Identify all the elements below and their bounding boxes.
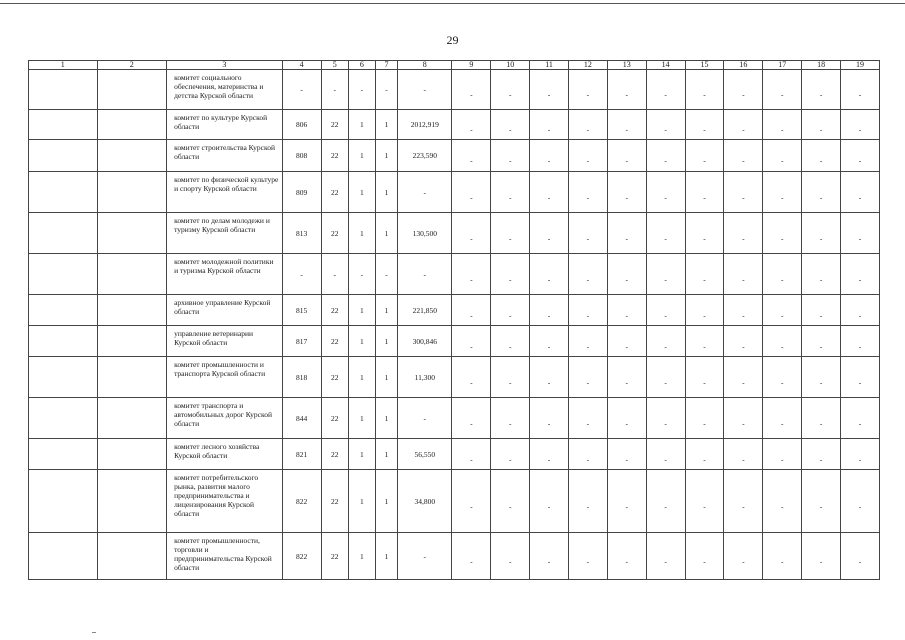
cell-col-12: - xyxy=(568,357,607,398)
cell-col-16: - xyxy=(724,398,763,439)
cell-col-19: - xyxy=(841,140,880,172)
column-header-3: 3 xyxy=(167,61,283,70)
cell-col-15: - xyxy=(685,533,724,580)
cell-amount: - xyxy=(398,398,452,439)
cell-col-10: - xyxy=(491,172,530,213)
cell-col-5: 22 xyxy=(321,110,349,140)
cell-col-17: - xyxy=(763,326,802,357)
cell-col-17: - xyxy=(763,140,802,172)
table-body xyxy=(29,70,880,580)
cell-col-17: - xyxy=(763,172,802,213)
cell-col-9: - xyxy=(452,439,491,470)
cell-col-10: - xyxy=(491,140,530,172)
cell-col-11: - xyxy=(530,110,569,140)
cell-col-1 xyxy=(29,70,98,110)
cell-col-16: - xyxy=(724,140,763,172)
cell-col-1 xyxy=(29,172,98,213)
cell-col-4: 844 xyxy=(282,398,321,439)
cell-amount: 223,590 xyxy=(398,140,452,172)
column-header-12: 12 xyxy=(568,61,607,70)
cell-col-4: - xyxy=(282,70,321,110)
cell-col-14: - xyxy=(646,357,685,398)
cell-col-15: - xyxy=(685,110,724,140)
cell-col-13: - xyxy=(607,326,646,357)
cell-col-17: - xyxy=(763,213,802,254)
cell-col-5: 22 xyxy=(321,172,349,213)
column-header-6: 6 xyxy=(349,61,376,70)
cell-col-15: - xyxy=(685,326,724,357)
cell-col-13: - xyxy=(607,140,646,172)
budget-table xyxy=(28,60,880,580)
cell-col-7: 1 xyxy=(375,110,398,140)
cell-col-14: - xyxy=(646,172,685,213)
table-row xyxy=(29,254,880,295)
cell-col-6: 1 xyxy=(349,533,376,580)
cell-col-14: - xyxy=(646,110,685,140)
column-header-15: 15 xyxy=(685,61,724,70)
cell-col-16: - xyxy=(724,70,763,110)
cell-col-14: - xyxy=(646,439,685,470)
cell-col-17: - xyxy=(763,533,802,580)
cell-col-19: - xyxy=(841,172,880,213)
cell-col-19: - xyxy=(841,439,880,470)
column-header-19: 19 xyxy=(841,61,880,70)
cell-col-19: - xyxy=(841,533,880,580)
cell-col-2 xyxy=(97,295,167,326)
cell-col-15: - xyxy=(685,439,724,470)
cell-col-9: - xyxy=(452,533,491,580)
column-header-9: 9 xyxy=(452,61,491,70)
cell-col-13: - xyxy=(607,398,646,439)
cell-col-19: - xyxy=(841,295,880,326)
cell-col-7: 1 xyxy=(375,439,398,470)
cell-col-7: 1 xyxy=(375,172,398,213)
cell-col-11: - xyxy=(530,533,569,580)
cell-organization-name: комитет потребительского рынка, развития малого предпринимательства и лицензирования Курской области xyxy=(167,470,283,533)
cell-col-6: - xyxy=(349,70,376,110)
page-number: 29 xyxy=(446,33,459,47)
cell-col-1 xyxy=(29,357,98,398)
cell-amount: 34,800 xyxy=(398,470,452,533)
table-row xyxy=(29,172,880,213)
cell-col-1 xyxy=(29,213,98,254)
cell-col-19: - xyxy=(841,213,880,254)
column-header-1: 1 xyxy=(29,61,98,70)
column-header-16: 16 xyxy=(724,61,763,70)
cell-col-7: 1 xyxy=(375,326,398,357)
cell-col-13: - xyxy=(607,470,646,533)
cell-col-14: - xyxy=(646,254,685,295)
cell-col-5: 22 xyxy=(321,470,349,533)
cell-col-14: - xyxy=(646,70,685,110)
column-header-10: 10 xyxy=(491,61,530,70)
cell-col-4: 821 xyxy=(282,439,321,470)
cell-col-17: - xyxy=(763,439,802,470)
cell-col-6: 1 xyxy=(349,110,376,140)
cell-col-11: - xyxy=(530,70,569,110)
cell-col-4: 809 xyxy=(282,172,321,213)
table-row xyxy=(29,439,880,470)
cell-col-16: - xyxy=(724,439,763,470)
cell-col-7: 1 xyxy=(375,140,398,172)
cell-col-10: - xyxy=(491,357,530,398)
table-row xyxy=(29,326,880,357)
cell-col-16: - xyxy=(724,470,763,533)
cell-col-11: - xyxy=(530,254,569,295)
cell-col-6: 1 xyxy=(349,326,376,357)
cell-col-17: - xyxy=(763,398,802,439)
cell-col-16: - xyxy=(724,326,763,357)
cell-col-12: - xyxy=(568,254,607,295)
cell-col-12: - xyxy=(568,70,607,110)
cell-col-18: - xyxy=(802,172,841,213)
column-header-4: 4 xyxy=(282,61,321,70)
cell-col-6: 1 xyxy=(349,439,376,470)
cell-amount: 130,500 xyxy=(398,213,452,254)
cell-col-4: 806 xyxy=(282,110,321,140)
cell-col-6: 1 xyxy=(349,172,376,213)
cell-col-4: - xyxy=(282,254,321,295)
column-header-13: 13 xyxy=(607,61,646,70)
cell-col-5: 22 xyxy=(321,326,349,357)
cell-col-17: - xyxy=(763,110,802,140)
cell-col-19: - xyxy=(841,70,880,110)
cell-col-18: - xyxy=(802,295,841,326)
cell-col-11: - xyxy=(530,326,569,357)
cell-col-5: 22 xyxy=(321,439,349,470)
cell-organization-name: комитет промышленности, торговли и предпринимательства Курской области xyxy=(167,533,283,580)
cell-col-12: - xyxy=(568,326,607,357)
cell-col-10: - xyxy=(491,326,530,357)
cell-col-9: - xyxy=(452,398,491,439)
cell-col-15: - xyxy=(685,254,724,295)
cell-col-15: - xyxy=(685,70,724,110)
cell-organization-name: комитет по физической культуре и спорту Курской области xyxy=(167,172,283,213)
cell-col-2 xyxy=(97,326,167,357)
cell-col-2 xyxy=(97,172,167,213)
cell-col-12: - xyxy=(568,110,607,140)
cell-col-4: 822 xyxy=(282,470,321,533)
table-row xyxy=(29,533,880,580)
cell-col-6: 1 xyxy=(349,140,376,172)
cell-col-7: 1 xyxy=(375,398,398,439)
cell-col-7: 1 xyxy=(375,470,398,533)
cell-col-15: - xyxy=(685,140,724,172)
table-row xyxy=(29,470,880,533)
cell-col-14: - xyxy=(646,326,685,357)
table-row xyxy=(29,357,880,398)
cell-col-19: - xyxy=(841,254,880,295)
cell-amount: 11,300 xyxy=(398,357,452,398)
cell-col-14: - xyxy=(646,398,685,439)
cell-col-6: 1 xyxy=(349,357,376,398)
cell-col-10: - xyxy=(491,213,530,254)
cell-col-9: - xyxy=(452,70,491,110)
cell-col-9: - xyxy=(452,254,491,295)
cell-col-13: - xyxy=(607,439,646,470)
cell-col-13: - xyxy=(607,110,646,140)
top-border-rule xyxy=(0,3,905,4)
cell-col-2 xyxy=(97,254,167,295)
cell-col-11: - xyxy=(530,398,569,439)
cell-col-18: - xyxy=(802,326,841,357)
cell-col-11: - xyxy=(530,140,569,172)
cell-col-19: - xyxy=(841,470,880,533)
cell-col-15: - xyxy=(685,172,724,213)
cell-col-2 xyxy=(97,470,167,533)
table-row xyxy=(29,110,880,140)
table-row xyxy=(29,295,880,326)
cell-col-13: - xyxy=(607,172,646,213)
column-header-14: 14 xyxy=(646,61,685,70)
column-header-2: 2 xyxy=(97,61,167,70)
cell-amount: 56,550 xyxy=(398,439,452,470)
cell-col-17: - xyxy=(763,254,802,295)
cell-col-11: - xyxy=(530,470,569,533)
cell-organization-name: комитет по делам молодежи и туризму Курской области xyxy=(167,213,283,254)
cell-col-17: - xyxy=(763,295,802,326)
cell-col-9: - xyxy=(452,140,491,172)
cell-col-7: - xyxy=(375,254,398,295)
cell-col-4: 817 xyxy=(282,326,321,357)
cell-organization-name: архивное управление Курской области xyxy=(167,295,283,326)
cell-col-7: 1 xyxy=(375,295,398,326)
cell-col-14: - xyxy=(646,140,685,172)
cell-col-1 xyxy=(29,533,98,580)
cell-col-5: - xyxy=(321,254,349,295)
cell-col-14: - xyxy=(646,295,685,326)
cell-col-4: 818 xyxy=(282,357,321,398)
cell-col-5: - xyxy=(321,70,349,110)
cell-amount: 221,850 xyxy=(398,295,452,326)
cell-amount: - xyxy=(398,70,452,110)
cell-amount: - xyxy=(398,172,452,213)
cell-col-2 xyxy=(97,140,167,172)
cell-col-15: - xyxy=(685,295,724,326)
cell-col-5: 22 xyxy=(321,295,349,326)
cell-col-1 xyxy=(29,110,98,140)
cell-organization-name: комитет транспорта и автомобильных дорог Курской области xyxy=(167,398,283,439)
cell-col-16: - xyxy=(724,213,763,254)
cell-col-18: - xyxy=(802,70,841,110)
cell-organization-name: комитет социального обеспечения, материнства и детства Курской области xyxy=(167,70,283,110)
cell-col-12: - xyxy=(568,533,607,580)
cell-col-14: - xyxy=(646,533,685,580)
cell-col-2 xyxy=(97,439,167,470)
cell-col-1 xyxy=(29,326,98,357)
cell-col-11: - xyxy=(530,439,569,470)
cell-col-11: - xyxy=(530,295,569,326)
cell-col-13: - xyxy=(607,254,646,295)
column-header-5: 5 xyxy=(321,61,349,70)
cell-col-16: - xyxy=(724,533,763,580)
cell-col-6: - xyxy=(349,254,376,295)
cell-col-5: 22 xyxy=(321,533,349,580)
column-header-7: 7 xyxy=(375,61,398,70)
cell-col-4: 815 xyxy=(282,295,321,326)
cell-col-18: - xyxy=(802,140,841,172)
cell-col-15: - xyxy=(685,398,724,439)
cell-col-6: 1 xyxy=(349,398,376,439)
cell-col-15: - xyxy=(685,470,724,533)
cell-col-15: - xyxy=(685,213,724,254)
cell-col-16: - xyxy=(724,357,763,398)
cell-col-13: - xyxy=(607,357,646,398)
table-row xyxy=(29,70,880,110)
cell-organization-name: комитет молодежной политики и туризма Курской области xyxy=(167,254,283,295)
cell-col-7: 1 xyxy=(375,213,398,254)
cell-col-10: - xyxy=(491,398,530,439)
cell-col-7: 1 xyxy=(375,533,398,580)
cell-col-18: - xyxy=(802,398,841,439)
cell-col-12: - xyxy=(568,213,607,254)
cell-col-18: - xyxy=(802,254,841,295)
cell-organization-name: комитет промышленности и транспорта Курской области xyxy=(167,357,283,398)
cell-col-12: - xyxy=(568,470,607,533)
cell-col-11: - xyxy=(530,172,569,213)
cell-col-17: - xyxy=(763,70,802,110)
table-row xyxy=(29,213,880,254)
cell-col-1 xyxy=(29,295,98,326)
cell-col-16: - xyxy=(724,172,763,213)
cell-col-11: - xyxy=(530,213,569,254)
cell-col-11: - xyxy=(530,357,569,398)
header-row xyxy=(29,61,880,70)
cell-col-10: - xyxy=(491,439,530,470)
cell-col-12: - xyxy=(568,140,607,172)
cell-col-19: - xyxy=(841,398,880,439)
cell-col-10: - xyxy=(491,110,530,140)
cell-col-13: - xyxy=(607,533,646,580)
cell-col-1 xyxy=(29,254,98,295)
cell-col-15: - xyxy=(685,357,724,398)
cell-col-16: - xyxy=(724,254,763,295)
column-header-18: 18 xyxy=(802,61,841,70)
cell-col-19: - xyxy=(841,326,880,357)
cell-col-4: 808 xyxy=(282,140,321,172)
cell-col-7: - xyxy=(375,70,398,110)
cell-col-6: 1 xyxy=(349,470,376,533)
cell-col-4: 822 xyxy=(282,533,321,580)
cell-organization-name: комитет строительства Курской области xyxy=(167,140,283,172)
cell-col-13: - xyxy=(607,70,646,110)
cell-col-19: - xyxy=(841,110,880,140)
cell-col-12: - xyxy=(568,398,607,439)
column-header-8: 8 xyxy=(398,61,452,70)
cell-col-10: - xyxy=(491,470,530,533)
cell-col-2 xyxy=(97,533,167,580)
cell-col-18: - xyxy=(802,357,841,398)
cell-col-14: - xyxy=(646,213,685,254)
cell-col-10: - xyxy=(491,254,530,295)
cell-col-18: - xyxy=(802,470,841,533)
cell-col-17: - xyxy=(763,470,802,533)
cell-col-2 xyxy=(97,70,167,110)
cell-col-1 xyxy=(29,470,98,533)
cell-col-19: - xyxy=(841,357,880,398)
cell-col-12: - xyxy=(568,439,607,470)
table-row xyxy=(29,140,880,172)
column-header-17: 17 xyxy=(763,61,802,70)
cell-col-4: 813 xyxy=(282,213,321,254)
cell-col-2 xyxy=(97,398,167,439)
cell-amount: 300,846 xyxy=(398,326,452,357)
cell-col-5: 22 xyxy=(321,357,349,398)
cell-organization-name: комитет лесного хозяйства Курской области xyxy=(167,439,283,470)
cell-col-5: 22 xyxy=(321,140,349,172)
cell-amount: - xyxy=(398,533,452,580)
cell-col-10: - xyxy=(491,533,530,580)
cell-col-2 xyxy=(97,357,167,398)
cell-organization-name: комитет по культуре Курской области xyxy=(167,110,283,140)
cell-col-12: - xyxy=(568,295,607,326)
cell-col-9: - xyxy=(452,470,491,533)
cell-col-6: 1 xyxy=(349,213,376,254)
cell-col-5: 22 xyxy=(321,398,349,439)
cell-col-13: - xyxy=(607,213,646,254)
cell-col-9: - xyxy=(452,357,491,398)
cell-col-9: - xyxy=(452,326,491,357)
cell-col-18: - xyxy=(802,213,841,254)
cell-col-12: - xyxy=(568,172,607,213)
column-header-11: 11 xyxy=(530,61,569,70)
cell-col-1 xyxy=(29,140,98,172)
cell-col-2 xyxy=(97,110,167,140)
cell-col-16: - xyxy=(724,295,763,326)
cell-col-6: 1 xyxy=(349,295,376,326)
scan-mark xyxy=(92,632,96,633)
cell-col-9: - xyxy=(452,172,491,213)
cell-col-5: 22 xyxy=(321,213,349,254)
cell-amount: 2012,919 xyxy=(398,110,452,140)
cell-col-17: - xyxy=(763,357,802,398)
cell-col-10: - xyxy=(491,70,530,110)
cell-col-16: - xyxy=(724,110,763,140)
cell-organization-name: управление ветеринарии Курской области xyxy=(167,326,283,357)
cell-col-9: - xyxy=(452,295,491,326)
cell-col-18: - xyxy=(802,439,841,470)
cell-amount: - xyxy=(398,254,452,295)
cell-col-18: - xyxy=(802,110,841,140)
cell-col-9: - xyxy=(452,213,491,254)
cell-col-10: - xyxy=(491,295,530,326)
cell-col-14: - xyxy=(646,470,685,533)
cell-col-9: - xyxy=(452,110,491,140)
cell-col-1 xyxy=(29,439,98,470)
cell-col-7: 1 xyxy=(375,357,398,398)
table-row xyxy=(29,398,880,439)
cell-col-2 xyxy=(97,213,167,254)
cell-col-18: - xyxy=(802,533,841,580)
cell-col-1 xyxy=(29,398,98,439)
cell-col-13: - xyxy=(607,295,646,326)
